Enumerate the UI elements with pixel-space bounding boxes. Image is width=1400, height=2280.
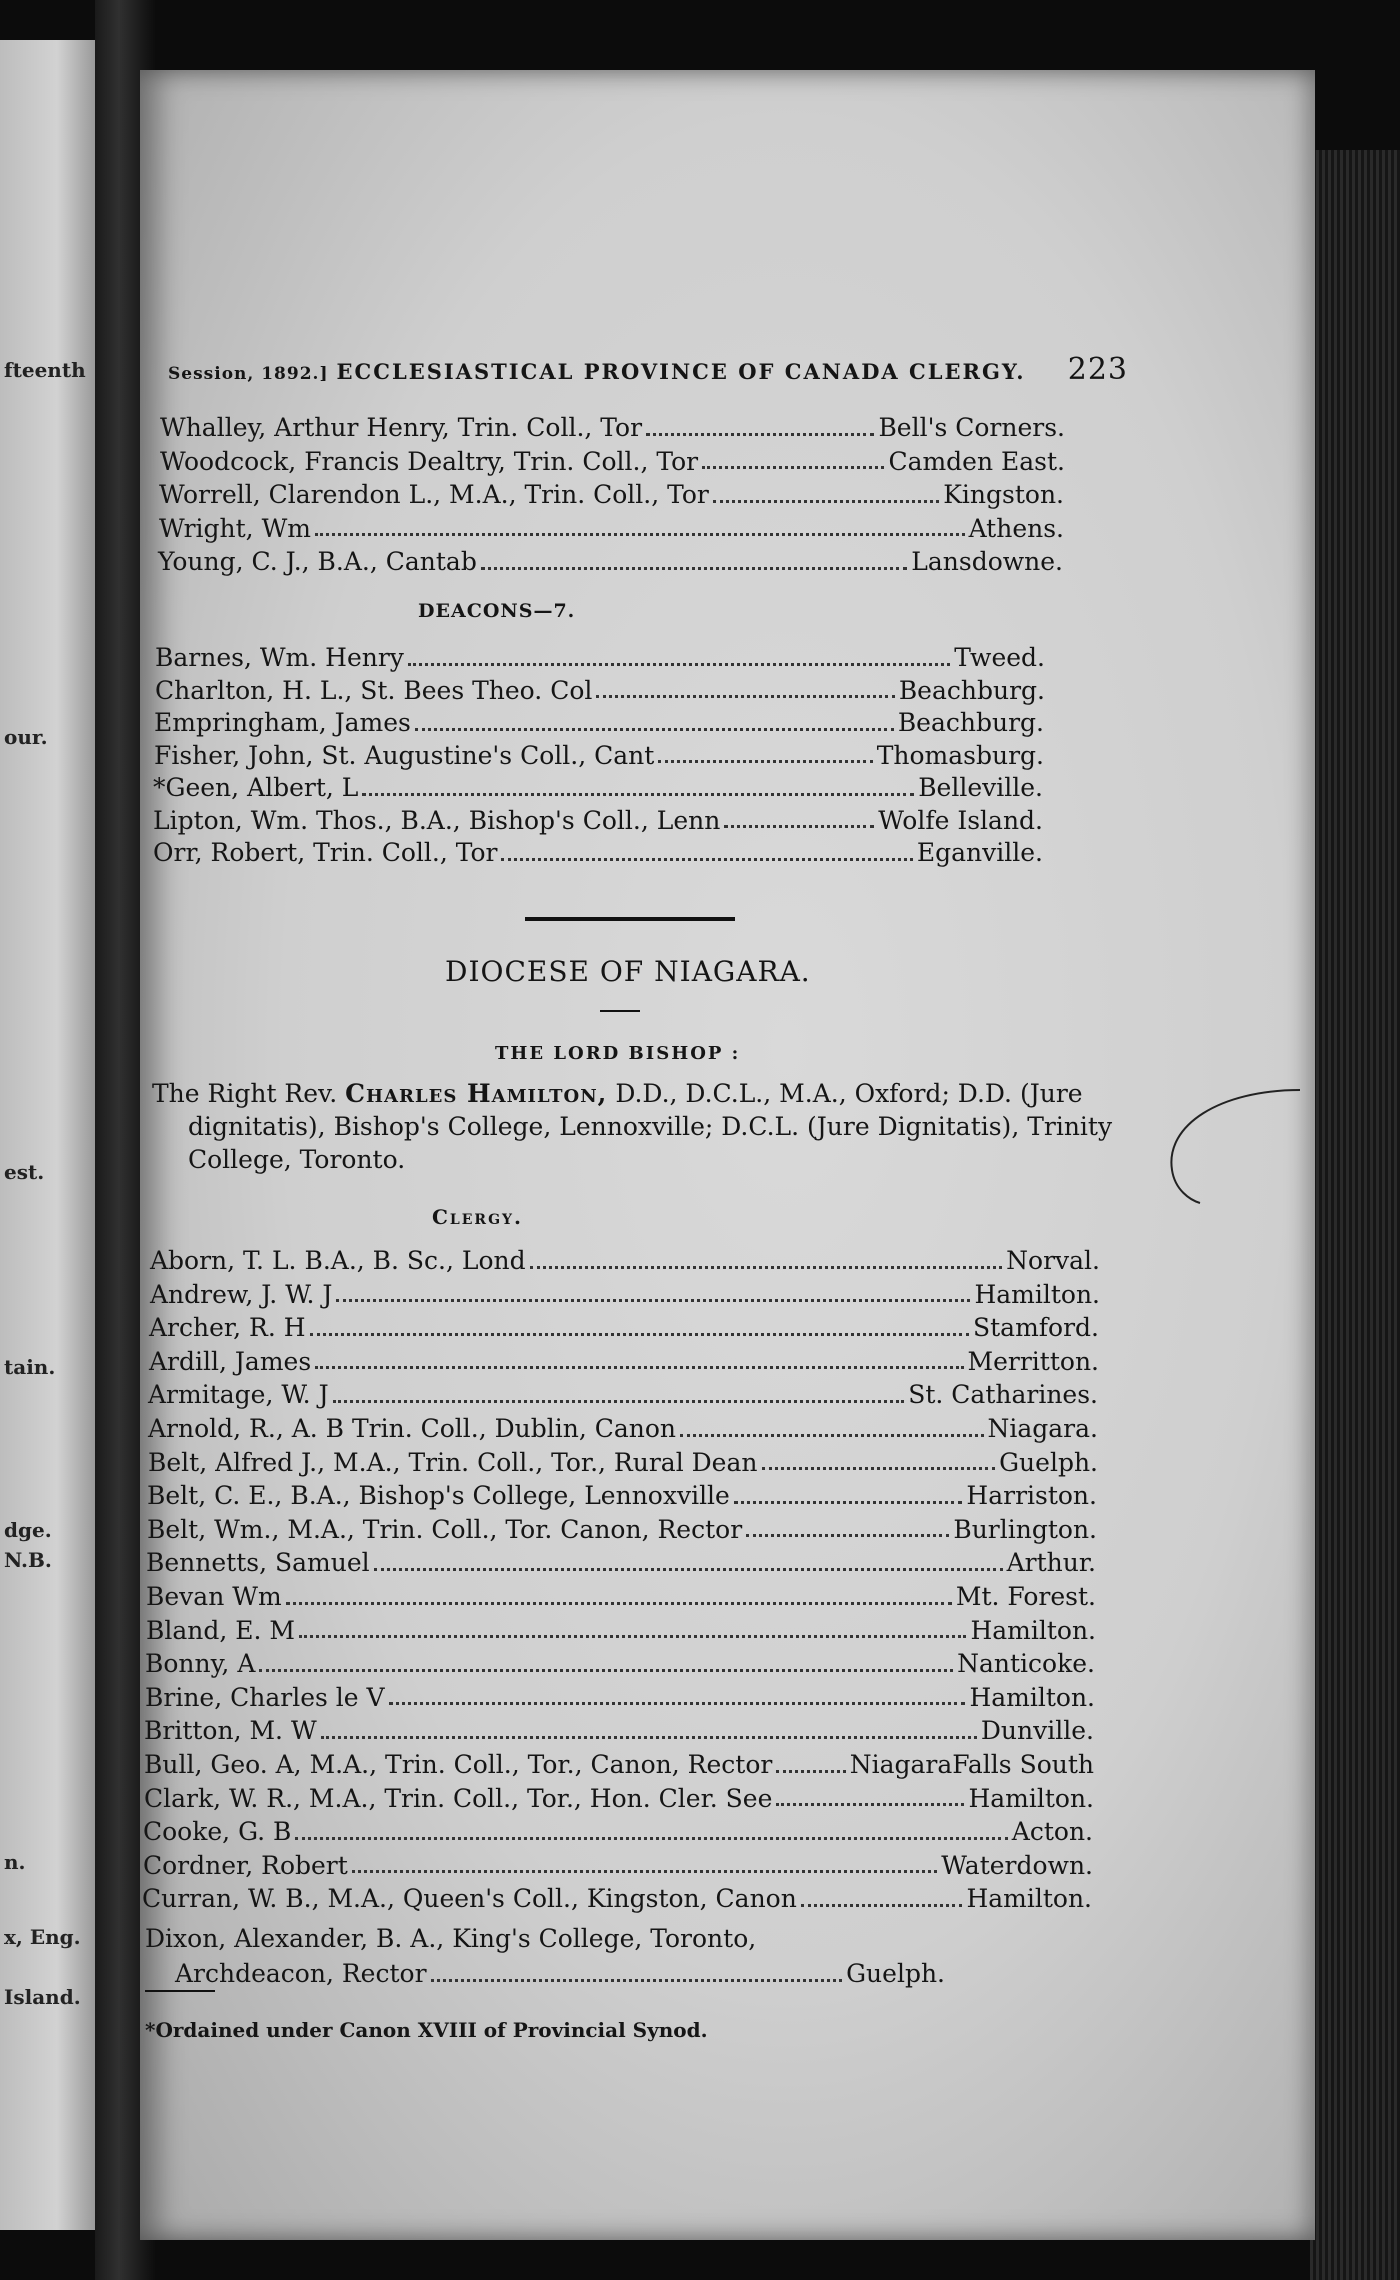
dot-leader [746, 1534, 949, 1537]
list-entry [148, 1379, 1098, 1411]
entry-name: Archer, R. H [149, 1313, 306, 1343]
entry-place: Beachburg. [897, 708, 1044, 737]
dot-leader [776, 1803, 964, 1806]
list-entry [149, 1346, 1099, 1378]
list-entry [145, 1682, 1095, 1714]
entry-name: Curran, W. B., M.A., Queen's Coll., Kingston, Canon [142, 1884, 797, 1914]
dot-leader [734, 1501, 963, 1504]
list-entry [160, 446, 1065, 478]
entry-name: Cooke, G. B [143, 1817, 292, 1847]
left-page-fragment: dge. [4, 1518, 52, 1542]
deacons-heading: DEACONS—7. [418, 600, 576, 622]
dot-leader [415, 728, 894, 731]
dot-leader [259, 1669, 953, 1672]
footnote-rule [145, 1990, 215, 1992]
entry-place: Arthur. [1006, 1548, 1096, 1578]
entry-place: Nanticoke. [957, 1649, 1095, 1679]
list-entry [148, 1447, 1098, 1479]
dot-leader [362, 793, 914, 796]
entry-name: Bland, E. M [146, 1615, 296, 1645]
page-header [168, 352, 1128, 387]
entry-name: Bevan Wm [146, 1582, 282, 1611]
entry-place: Guelph. [999, 1447, 1098, 1477]
entry-name: Bonny, A [145, 1649, 256, 1679]
list-entry [148, 1413, 1098, 1445]
list-entry [150, 1279, 1100, 1311]
entry-name: Brine, Charles le V [145, 1682, 385, 1712]
entry-place: Waterdown. [941, 1850, 1093, 1880]
dot-leader [408, 663, 950, 666]
entry-place: NiagaraFalls South [849, 1750, 1094, 1779]
entry-name: Armitage, W. J [148, 1380, 329, 1410]
entry-place: Hamilton. [970, 1615, 1096, 1645]
list-entry [160, 412, 1065, 444]
left-page-fragment: N.B. [4, 1548, 52, 1572]
entry-name: Ardill, James [149, 1346, 312, 1376]
entry-name: Arnold, R., A. B Trin. Coll., Dublin, Canon [148, 1414, 677, 1443]
entry-place: Bell's Corners. [878, 413, 1065, 442]
entry-name: Andrew, J. W. J [150, 1279, 333, 1309]
list-entry [143, 1850, 1093, 1882]
entry-place: Belleville. [918, 773, 1043, 802]
dot-leader [801, 1904, 963, 1907]
dot-leader [762, 1467, 996, 1470]
bishop-prefix: The Right Rev. [152, 1079, 338, 1108]
entry-place: Guelph. [846, 1959, 945, 1988]
dot-leader [389, 1702, 966, 1705]
dot-leader [680, 1434, 983, 1437]
last-entry-line1: Dixon, Alexander, B. A., King's College, Toronto, [145, 1924, 757, 1953]
list-entry [154, 707, 1044, 739]
dot-leader [530, 1266, 1002, 1269]
entry-place: Beachburg. [898, 675, 1045, 705]
entry-place: Norval. [1006, 1246, 1100, 1275]
dot-leader [333, 1400, 905, 1403]
dot-leader [713, 500, 939, 503]
entry-name: Britton, M. W [144, 1716, 317, 1746]
clergy-heading: Clergy. [432, 1205, 523, 1229]
entry-name: Barnes, Wm. Henry [155, 643, 404, 672]
list-entry [153, 772, 1043, 804]
entry-name: *Geen, Albert, L [153, 773, 359, 802]
entry-name: Belt, C. E., B.A., Bishop's College, Lennoxville [147, 1481, 730, 1511]
entry-name: Clark, W. R., M.A., Trin. Coll., Tor., Hon. Cler. See [144, 1783, 773, 1813]
list-entry [149, 1312, 1099, 1344]
list-entry [154, 740, 1044, 772]
list-entry [155, 642, 1045, 674]
entry-place: Eganville. [916, 838, 1043, 867]
session-label: Session, 1892.] [168, 364, 329, 384]
list-entry [146, 1581, 1096, 1613]
left-page-fragment: Island. [4, 1985, 81, 2009]
entry-name: Fisher, John, St. Augustine's Coll., Cant [154, 740, 655, 770]
entry-name: Charlton, H. L., St. Bees Theo. Col [155, 675, 593, 705]
footnote: *Ordained under Canon XVIII of Provincial Synod. [145, 2018, 708, 2042]
dot-leader [596, 695, 894, 698]
entry-place: Stamford. [973, 1313, 1099, 1343]
list-entry [145, 1648, 1095, 1680]
running-title: ECCLESIASTICAL PROVINCE OF CANADA CLERGY. [336, 359, 1026, 384]
dot-leader [481, 567, 907, 570]
handwritten-bracket-mark [1160, 1085, 1310, 1205]
list-entry [146, 1547, 1096, 1579]
dot-leader [336, 1299, 970, 1302]
entry-name: Archdeacon, Rector [175, 1959, 427, 1988]
section-divider [525, 917, 735, 921]
list-entry [144, 1715, 1094, 1747]
left-page-fragment: our. [4, 725, 48, 749]
entry-place: Merritton. [967, 1346, 1099, 1376]
short-rule [600, 1010, 640, 1012]
dot-leader [702, 466, 884, 469]
entry-name: Bull, Geo. A, M.A., Trin. Coll., Tor., Canon, Rector [144, 1750, 773, 1779]
entry-name: Aborn, T. L. B.A., B. Sc., Lond [150, 1246, 526, 1275]
dot-leader [374, 1568, 1003, 1571]
entry-place: Kingston. [943, 480, 1064, 509]
list-entry [158, 546, 1063, 578]
entry-name: Whalley, Arthur Henry, Trin. Coll., Tor [160, 413, 643, 442]
entry-place: Hamilton. [974, 1279, 1100, 1309]
dot-leader [646, 433, 874, 436]
last-entry-line2 [175, 1958, 945, 1990]
entry-name: Orr, Robert, Trin. Coll., Tor [153, 838, 498, 867]
entry-name: Belt, Alfred J., M.A., Trin. Coll., Tor., Rural Dean [148, 1447, 758, 1477]
left-page-fragment: x, Eng. [4, 1925, 81, 1949]
page-number: 223 [1067, 352, 1128, 387]
entry-place: Mt. Forest. [955, 1582, 1096, 1611]
list-entry [144, 1783, 1094, 1815]
diocese-title: DIOCESE OF NIAGARA. [445, 955, 811, 988]
dot-leader [431, 1979, 843, 1982]
list-entry [143, 1816, 1093, 1848]
entry-place: Dunville. [980, 1716, 1094, 1746]
entry-name: Bennetts, Samuel [146, 1548, 370, 1578]
entry-name: Belt, Wm., M.A., Trin. Coll., Tor. Canon, Rector [147, 1514, 743, 1544]
dot-leader [352, 1870, 937, 1873]
list-entry [142, 1883, 1092, 1915]
dot-leader [286, 1602, 952, 1605]
dot-leader [310, 1333, 969, 1336]
dot-leader [315, 533, 965, 536]
dot-leader [724, 825, 874, 828]
entry-place: Camden East. [888, 446, 1065, 476]
list-entry [159, 513, 1064, 545]
entry-name: Woodcock, Francis Dealtry, Trin. Coll., Tor [160, 446, 699, 476]
dot-leader [501, 858, 912, 861]
list-entry [153, 805, 1043, 837]
entry-place: Lansdowne. [911, 547, 1063, 576]
left-page-fragment: n. [4, 1850, 26, 1874]
dot-leader [321, 1736, 977, 1739]
entry-place: Hamilton. [968, 1783, 1094, 1813]
dot-leader [315, 1366, 963, 1369]
entry-place: Thomasburg. [876, 740, 1044, 770]
entry-place: Athens. [968, 513, 1064, 543]
page-stack-edge [1310, 150, 1400, 2280]
list-entry [146, 1615, 1096, 1647]
list-entry [153, 837, 1043, 869]
left-page-fragment: fteenth [4, 358, 86, 382]
dot-leader [295, 1837, 1007, 1840]
entry-place: Harriston. [966, 1481, 1097, 1511]
bishop-heading: THE LORD BISHOP : [495, 1043, 741, 1064]
entry-name: Lipton, Wm. Thos., B.A., Bishop's Coll., Lenn [153, 805, 721, 835]
list-entry [159, 479, 1064, 511]
list-entry [150, 1245, 1100, 1277]
bishop-name: Charles Hamilton, [345, 1079, 608, 1108]
entry-name: Empringham, James [154, 708, 411, 737]
entry-place: Acton. [1011, 1817, 1093, 1847]
entry-name: Worrell, Clarendon L., M.A., Trin. Coll., Tor [159, 480, 709, 509]
entry-place: Wolfe Island. [878, 805, 1043, 835]
entry-place: Tweed. [954, 643, 1045, 672]
list-entry [147, 1514, 1097, 1546]
dot-leader [776, 1770, 845, 1773]
entry-name: Young, C. J., B.A., Cantab [158, 547, 477, 576]
entry-place: St. Catharines. [908, 1380, 1098, 1410]
dot-leader [658, 760, 872, 763]
list-entry [147, 1480, 1097, 1512]
list-entry [144, 1749, 1094, 1781]
entry-place: Niagara. [987, 1414, 1098, 1443]
left-page-fragment: est. [4, 1160, 45, 1184]
entry-place: Burlington. [953, 1514, 1097, 1544]
left-page-fragment: tain. [4, 1355, 56, 1379]
entry-name: Wright, Wm [159, 513, 311, 543]
bishop-titles: D.D., D.C.L., M.A., Oxford; D.D. (Jure dignitatis), Bishop's College, Lennoxville; D.C.L. (Jure Dignitatis), Trinity College, Toronto. [188, 1079, 1113, 1174]
left-page-edge [0, 40, 95, 2230]
bishop-entry [152, 1077, 1188, 1176]
dot-leader [299, 1635, 966, 1638]
entry-name: Cordner, Robert [143, 1850, 348, 1880]
entry-place: Hamilton. [969, 1682, 1095, 1712]
list-entry [155, 675, 1045, 707]
entry-place: Hamilton. [966, 1884, 1092, 1914]
